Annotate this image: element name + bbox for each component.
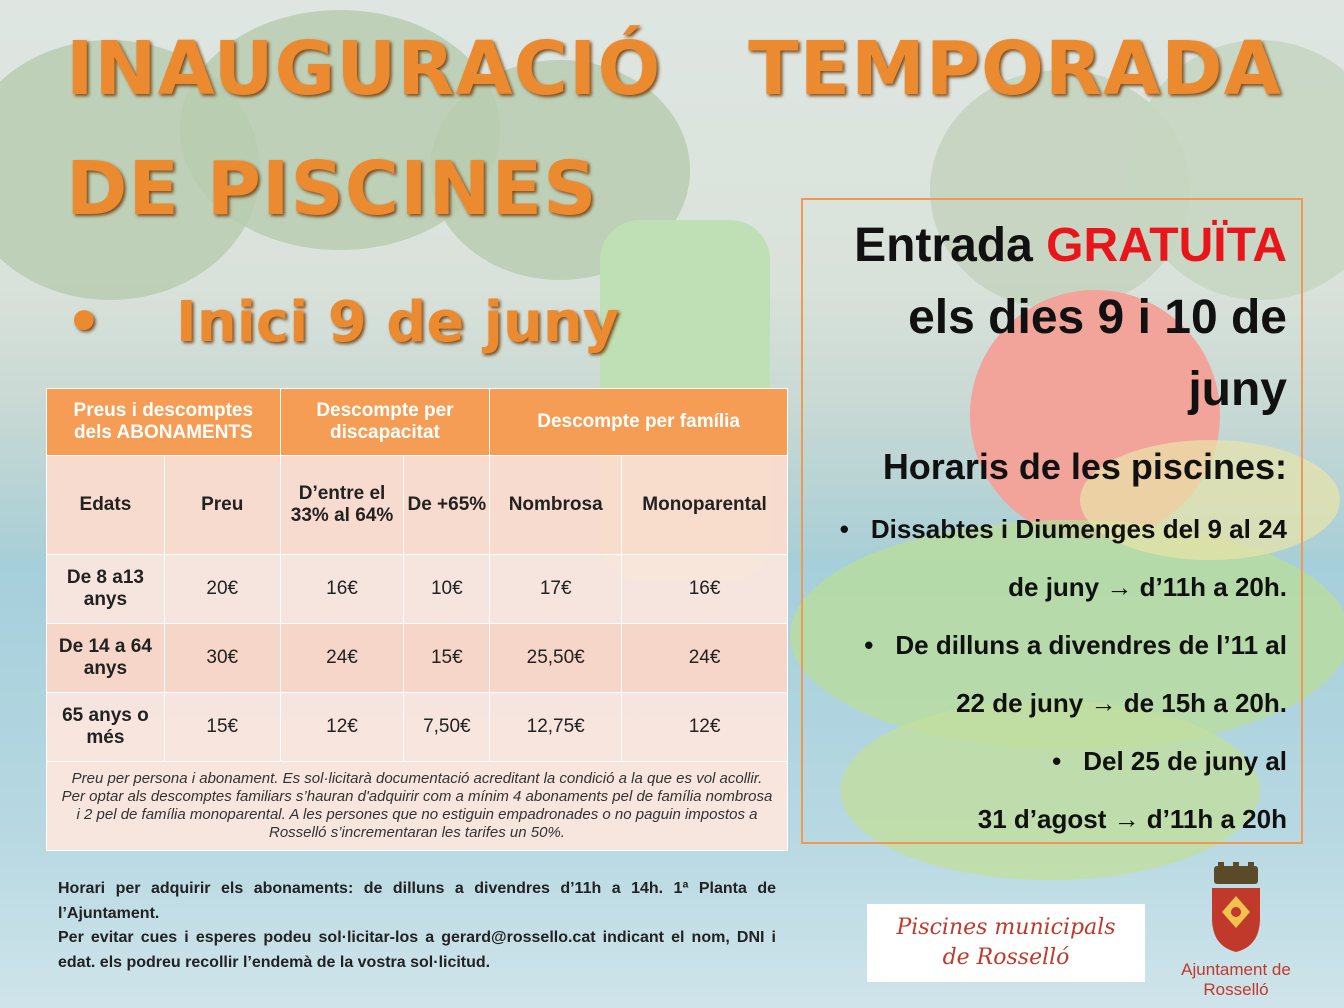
row-monoparental: 24€: [622, 624, 788, 693]
row-nombrosa: 25,50€: [490, 624, 622, 693]
purchase-hours: Horari per adquirir els abonaments: de dilluns a divendres d’11h a 14h. 1ª Planta de l’Ajuntament.: [58, 880, 776, 922]
subheader-preu: Preu: [164, 456, 280, 555]
price-table: [46, 388, 788, 851]
schedule-item: • Dissabtes i Diumenges del 9 al 24: [839, 514, 1287, 544]
row-monoparental: 12€: [622, 693, 788, 762]
table-note: Preu per persona i abonament. Es sol·licitarà documentació acreditant la condició a la que es vol acollir. Per optar als descomptes familiars s’hauran d'adquirir com a mínim 4 abonaments pel de família nombrosa i 2 pel de família monoparental. A les persones que no estiguin empadronades o no paguin impostos a Rosselló s’incrementaran les tarifes un 50%.: [47, 762, 788, 851]
schedule-item: de juny → d’11h a 20h.: [1008, 572, 1287, 602]
row-age: 65 anys o més: [47, 693, 165, 762]
bullet-icon: •: [864, 630, 874, 660]
info-box: [801, 198, 1303, 844]
table-row: [47, 624, 788, 693]
subheader-33-64: D’entre el 33% al 64%: [280, 456, 404, 555]
row-disc-65: 15€: [404, 624, 490, 693]
row-nombrosa: 12,75€: [490, 693, 622, 762]
schedule-title: Horaris de les piscines:: [882, 446, 1287, 487]
row-nombrosa: 17€: [490, 555, 622, 624]
purchase-contact: Per evitar cues i esperes podeu sol·licitar-los a gerard@rossello.cat indicant el nom, DNI i edat. els podreu recollir l’endemà de la vostra sol·licitud.: [58, 929, 776, 971]
row-age: De 8 a13 anys: [47, 555, 165, 624]
row-price: 30€: [164, 624, 280, 693]
page-title-line1: INAUGURACIÓ TEMPORADA: [66, 26, 1282, 112]
bullet-icon: •: [839, 514, 849, 544]
page-title-line2: DE PISCINES: [66, 146, 598, 232]
schedule-item: 31 d’agost → d’11h a 20h: [977, 804, 1287, 834]
row-disc-33-64: 12€: [280, 693, 404, 762]
row-price: 20€: [164, 555, 280, 624]
purchase-info: [58, 877, 776, 975]
header-discapacitat: Descompte per discapacitat: [280, 389, 490, 456]
pool-logo: Piscines municipals de Rosselló: [867, 904, 1145, 982]
table-row: [47, 693, 788, 762]
council-logo: Ajuntament de Rosselló: [1166, 862, 1306, 1000]
free-entry-text: Entrada GRATUÏTA els dies 9 i 10 de juny: [854, 219, 1287, 416]
row-age: De 14 a 64 anys: [47, 624, 165, 693]
schedule-list: [807, 500, 1287, 848]
subheader-65: De +65%: [404, 456, 490, 555]
schedule-item: 22 de juny → de 15h a 20h.: [956, 688, 1287, 718]
schedule-item: • De dilluns a divendres de l’11 al: [864, 630, 1287, 660]
coat-of-arms-icon: [1204, 862, 1268, 954]
row-price: 15€: [164, 693, 280, 762]
subheader-edats: Edats: [47, 456, 165, 555]
row-disc-33-64: 24€: [280, 624, 404, 693]
table-row: [47, 555, 788, 624]
row-disc-65: 7,50€: [404, 693, 490, 762]
header-familia: Descompte per família: [490, 389, 788, 456]
start-date-text: Inici 9 de juny: [176, 290, 620, 355]
free-label: GRATUÏTA: [1046, 219, 1287, 272]
header-abonaments: Preus i descomptes dels ABONAMENTS: [47, 389, 281, 456]
schedule-item: • Del 25 de juny al: [1052, 746, 1287, 776]
subheader-monoparental: Monoparental: [622, 456, 788, 555]
row-monoparental: 16€: [622, 555, 788, 624]
row-disc-33-64: 16€: [280, 555, 404, 624]
start-date: [66, 290, 619, 355]
subheader-nombrosa: Nombrosa: [490, 456, 622, 555]
row-disc-65: 10€: [404, 555, 490, 624]
bullet-icon: •: [66, 290, 102, 355]
bullet-icon: •: [1052, 746, 1062, 776]
